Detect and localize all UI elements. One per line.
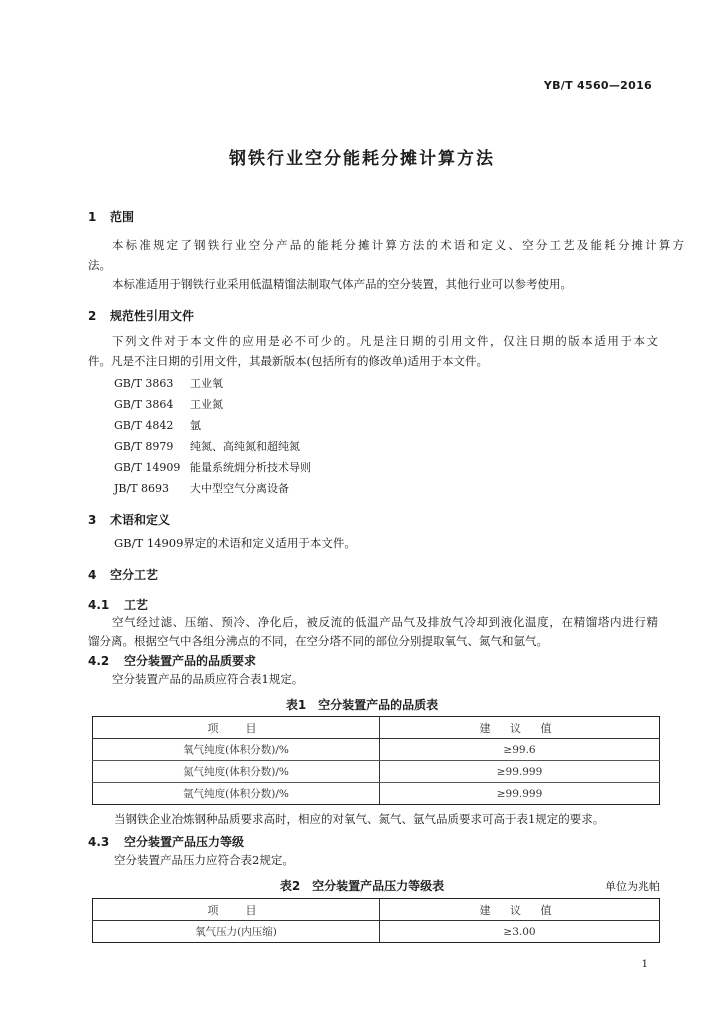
paragraph: 空分装置产品压力应符合表2规定。 bbox=[114, 853, 294, 867]
table-cell-item: 氧气纯度(体积分数)/% bbox=[93, 739, 380, 761]
table-row bbox=[93, 921, 660, 943]
section-title: 规范性引用文件 bbox=[110, 309, 195, 323]
paragraph: 件。凡是不注日期的引用文件，其最新版本(包括所有的修改单)适用于本文件。 bbox=[88, 354, 488, 368]
table-2-unit: 单位为兆帕 bbox=[605, 880, 660, 893]
table-cell-value: ≥99.999 bbox=[380, 761, 660, 783]
section-title: 空分工艺 bbox=[110, 568, 159, 582]
reference-code: GB/T 8979 bbox=[114, 440, 174, 453]
reference-name: 工业氧 bbox=[190, 377, 223, 390]
standard-number: YB/T 4560—2016 bbox=[543, 79, 652, 92]
section-2-heading bbox=[88, 307, 194, 324]
section-number: 4.1 bbox=[88, 598, 110, 612]
reference-code: JB/T 8693 bbox=[114, 482, 170, 495]
section-4-heading bbox=[88, 566, 158, 583]
table-1-caption: 表1 空分装置产品的品质表 bbox=[285, 698, 439, 712]
section-title: 术语和定义 bbox=[110, 513, 171, 527]
reference-name: 纯氮、高纯氮和超纯氮 bbox=[190, 440, 300, 453]
table-header-row bbox=[93, 899, 660, 921]
table-cell-item: 氧气压力(内压缩) bbox=[93, 921, 380, 943]
reference-item bbox=[114, 480, 289, 496]
subsection-4-2-heading bbox=[88, 652, 256, 669]
reference-item bbox=[114, 417, 201, 433]
column-header-value: 建 议 值 bbox=[380, 717, 660, 739]
column-header-value: 建 议 值 bbox=[380, 899, 660, 921]
paragraph: 法。 bbox=[88, 258, 111, 272]
table-header-row bbox=[93, 717, 660, 739]
section-number: 4.3 bbox=[88, 835, 110, 849]
table-cell-value: ≥3.00 bbox=[380, 921, 660, 943]
reference-item bbox=[114, 438, 300, 454]
section-number: 2 bbox=[88, 309, 97, 323]
section-number: 4 bbox=[88, 568, 97, 582]
table-row bbox=[93, 761, 660, 783]
reference-item bbox=[114, 396, 223, 412]
subsection-4-1-heading bbox=[88, 596, 148, 613]
reference-name: 工业氮 bbox=[190, 398, 223, 411]
section-1-heading bbox=[88, 208, 134, 225]
reference-name: 大中型空气分离设备 bbox=[190, 482, 289, 495]
reference-item bbox=[114, 459, 311, 475]
section-number: 1 bbox=[88, 210, 97, 224]
paragraph: 下列文件对于本文件的应用是必不可少的。凡是注日期的引用文件，仅注日期的版本适用于本文 bbox=[112, 334, 658, 348]
section-number: 3 bbox=[88, 513, 97, 527]
reference-code: GB/T 14909 bbox=[114, 461, 181, 474]
reference-name: 氩 bbox=[190, 419, 201, 432]
paragraph: 空气经过滤、压缩、预冷、净化后，被反流的低温产品气及排放气冷却到液化温度，在精馏塔内进行精 bbox=[112, 615, 658, 629]
page-number: 1 bbox=[641, 959, 648, 970]
column-header-item: 项 目 bbox=[93, 899, 380, 921]
pressure-table bbox=[92, 898, 660, 943]
paragraph: 本标准适用于钢铁行业采用低温精馏法制取气体产品的空分装置，其他行业可以参考使用。 bbox=[112, 277, 572, 291]
table-cell-value: ≥99.6 bbox=[380, 739, 660, 761]
section-title: 空分装置产品的品质要求 bbox=[124, 654, 257, 668]
reference-code: GB/T 3863 bbox=[114, 377, 174, 390]
table-cell-value: ≥99.999 bbox=[380, 783, 660, 805]
subsection-4-3-heading bbox=[88, 833, 244, 850]
section-title: 空分装置产品压力等级 bbox=[124, 835, 245, 849]
paragraph: 空分装置产品的品质应符合表1规定。 bbox=[112, 672, 304, 686]
document-title: 钢铁行业空分能耗分摊计算方法 bbox=[229, 149, 495, 169]
table-1-note: 当钢铁企业冶炼钢种品质要求高时，相应的对氧气、氮气、氩气品质要求可高于表1规定的要求。 bbox=[114, 812, 605, 826]
reference-item bbox=[114, 375, 223, 391]
section-title: 范围 bbox=[110, 210, 135, 224]
section-title: 工艺 bbox=[124, 598, 149, 612]
table-cell-item: 氮气纯度(体积分数)/% bbox=[93, 761, 380, 783]
table-row bbox=[93, 739, 660, 761]
section-number: 4.2 bbox=[88, 654, 110, 668]
section-3-heading bbox=[88, 511, 170, 528]
paragraph: GB/T 14909界定的术语和定义适用于本文件。 bbox=[114, 536, 356, 550]
paragraph: 馏分离。根据空气中各组分沸点的不同，在空分塔不同的部位分别提取氧气、氮气和氩气。 bbox=[88, 634, 548, 648]
table-row bbox=[93, 783, 660, 805]
paragraph: 本标准规定了钢铁行业空分产品的能耗分摊计算方法的术语和定义、空分工艺及能耗分摊计算方 bbox=[112, 238, 684, 252]
reference-name: 能量系统㶲分析技术导则 bbox=[190, 461, 311, 474]
reference-code: GB/T 4842 bbox=[114, 419, 174, 432]
table-2-caption: 表2 空分装置产品压力等级表 bbox=[279, 879, 445, 893]
column-header-item: 项 目 bbox=[93, 717, 380, 739]
reference-code: GB/T 3864 bbox=[114, 398, 174, 411]
quality-table bbox=[92, 716, 660, 805]
table-cell-item: 氩气纯度(体积分数)/% bbox=[93, 783, 380, 805]
